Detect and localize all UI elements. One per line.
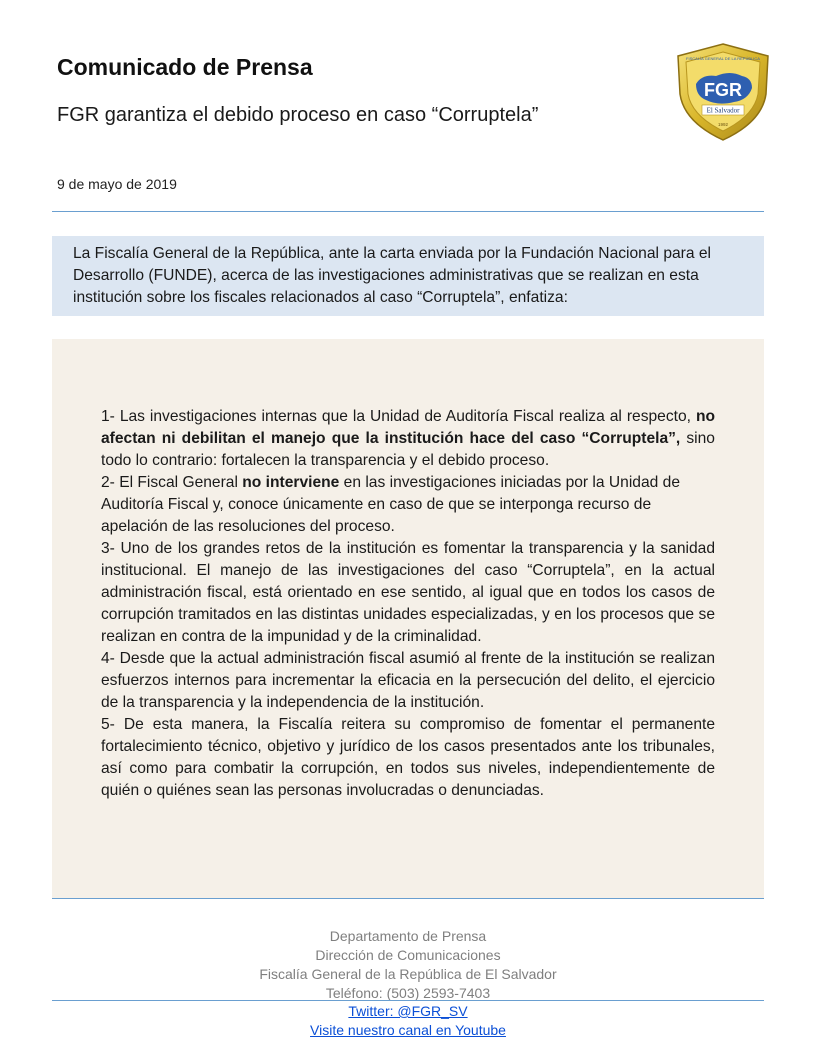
content-divider (52, 898, 764, 899)
badge-country: El Salvador (706, 106, 740, 115)
footer-divider (52, 1000, 764, 1001)
page-title: Comunicado de Prensa (57, 54, 313, 80)
statement-point-3: 3- Uno de los grandes retos de la institución es fomentar la transparencia y la sanidad institucional. El manejo de las investigaciones del caso “Corruptela”, en la actual administración fiscal, está orientado en ese sentido, al igual que en todos los casos de corrupción tramitados en las distintas unidades especializadas, y en los procesos que se realizan en contra de la impunidad y de la criminalidad. (101, 540, 715, 645)
statement-point-4: 4- Desde que la actual administración fiscal asumió al frente de la institución se realizan esfuerzos internos para incrementar la eficacia en la persecución del delito, el ejercicio de la transparencia y la independencia de la institución. (101, 650, 715, 711)
statement-points (101, 406, 715, 802)
fgr-shield-logo (672, 42, 774, 142)
intro-line: La Fiscalía General de la República, ante la carta enviada por la Fundación Nacional para el (73, 245, 711, 262)
statement-point-2: 2- El Fiscal General no interviene en las investigaciones iniciadas por la Unidad de Auditoría Fiscal y, conoce únicamente en caso de que se interponga recurso de apelación de las resoluciones del proceso. (101, 474, 680, 535)
youtube-link[interactable]: Visite nuestro canal en Youtube (310, 1022, 506, 1038)
badge-acronym: FGR (704, 80, 742, 100)
twitter-link[interactable]: Twitter: @FGR_SV (348, 1003, 468, 1019)
footer-phone: Teléfono: (503) 2593-7403 (325, 985, 491, 1001)
statement-point-1: 1- Las investigaciones internas que la Unidad de Auditoría Fiscal realiza al respecto, no afectan ni debilitan el manejo que la institución hace del caso “Corruptela”, sino todo lo contrario: fortalecen la transparencia y el debido proceso. (101, 408, 715, 469)
badge-top-text: FISCALÍA GENERAL DE LA REPÚBLICA (686, 56, 760, 61)
footer-department: Departamento de Prensa (329, 928, 487, 944)
page-subtitle: FGR garantiza el debido proceso en caso “Corruptela” (57, 104, 539, 126)
header-divider (52, 211, 764, 212)
footer-institution: Fiscalía General de la República de El Salvador (259, 966, 557, 982)
intro-line: Desarrollo (FUNDE), acerca de las investigaciones administrativas que se realizan en esta (73, 267, 699, 284)
intro-box (52, 236, 764, 316)
footer-direction: Dirección de Comunicaciones (315, 947, 501, 963)
intro-line: institución sobre los fiscales relacionados al caso “Corruptela”, enfatiza: (73, 289, 568, 306)
statement-point-5: 5- De esta manera, la Fiscalía reitera su compromiso de fomentar el permanente fortalecimiento técnico, objetivo y jurídico de los casos presentados ante los tribunales, así como para combatir la corrupción, en todos sus niveles, independientemente de quién o quiénes sean las personas involucradas o denunciadas. (101, 716, 715, 799)
badge-year: 1992 (717, 122, 729, 127)
release-date: 9 de mayo de 2019 (57, 176, 177, 192)
